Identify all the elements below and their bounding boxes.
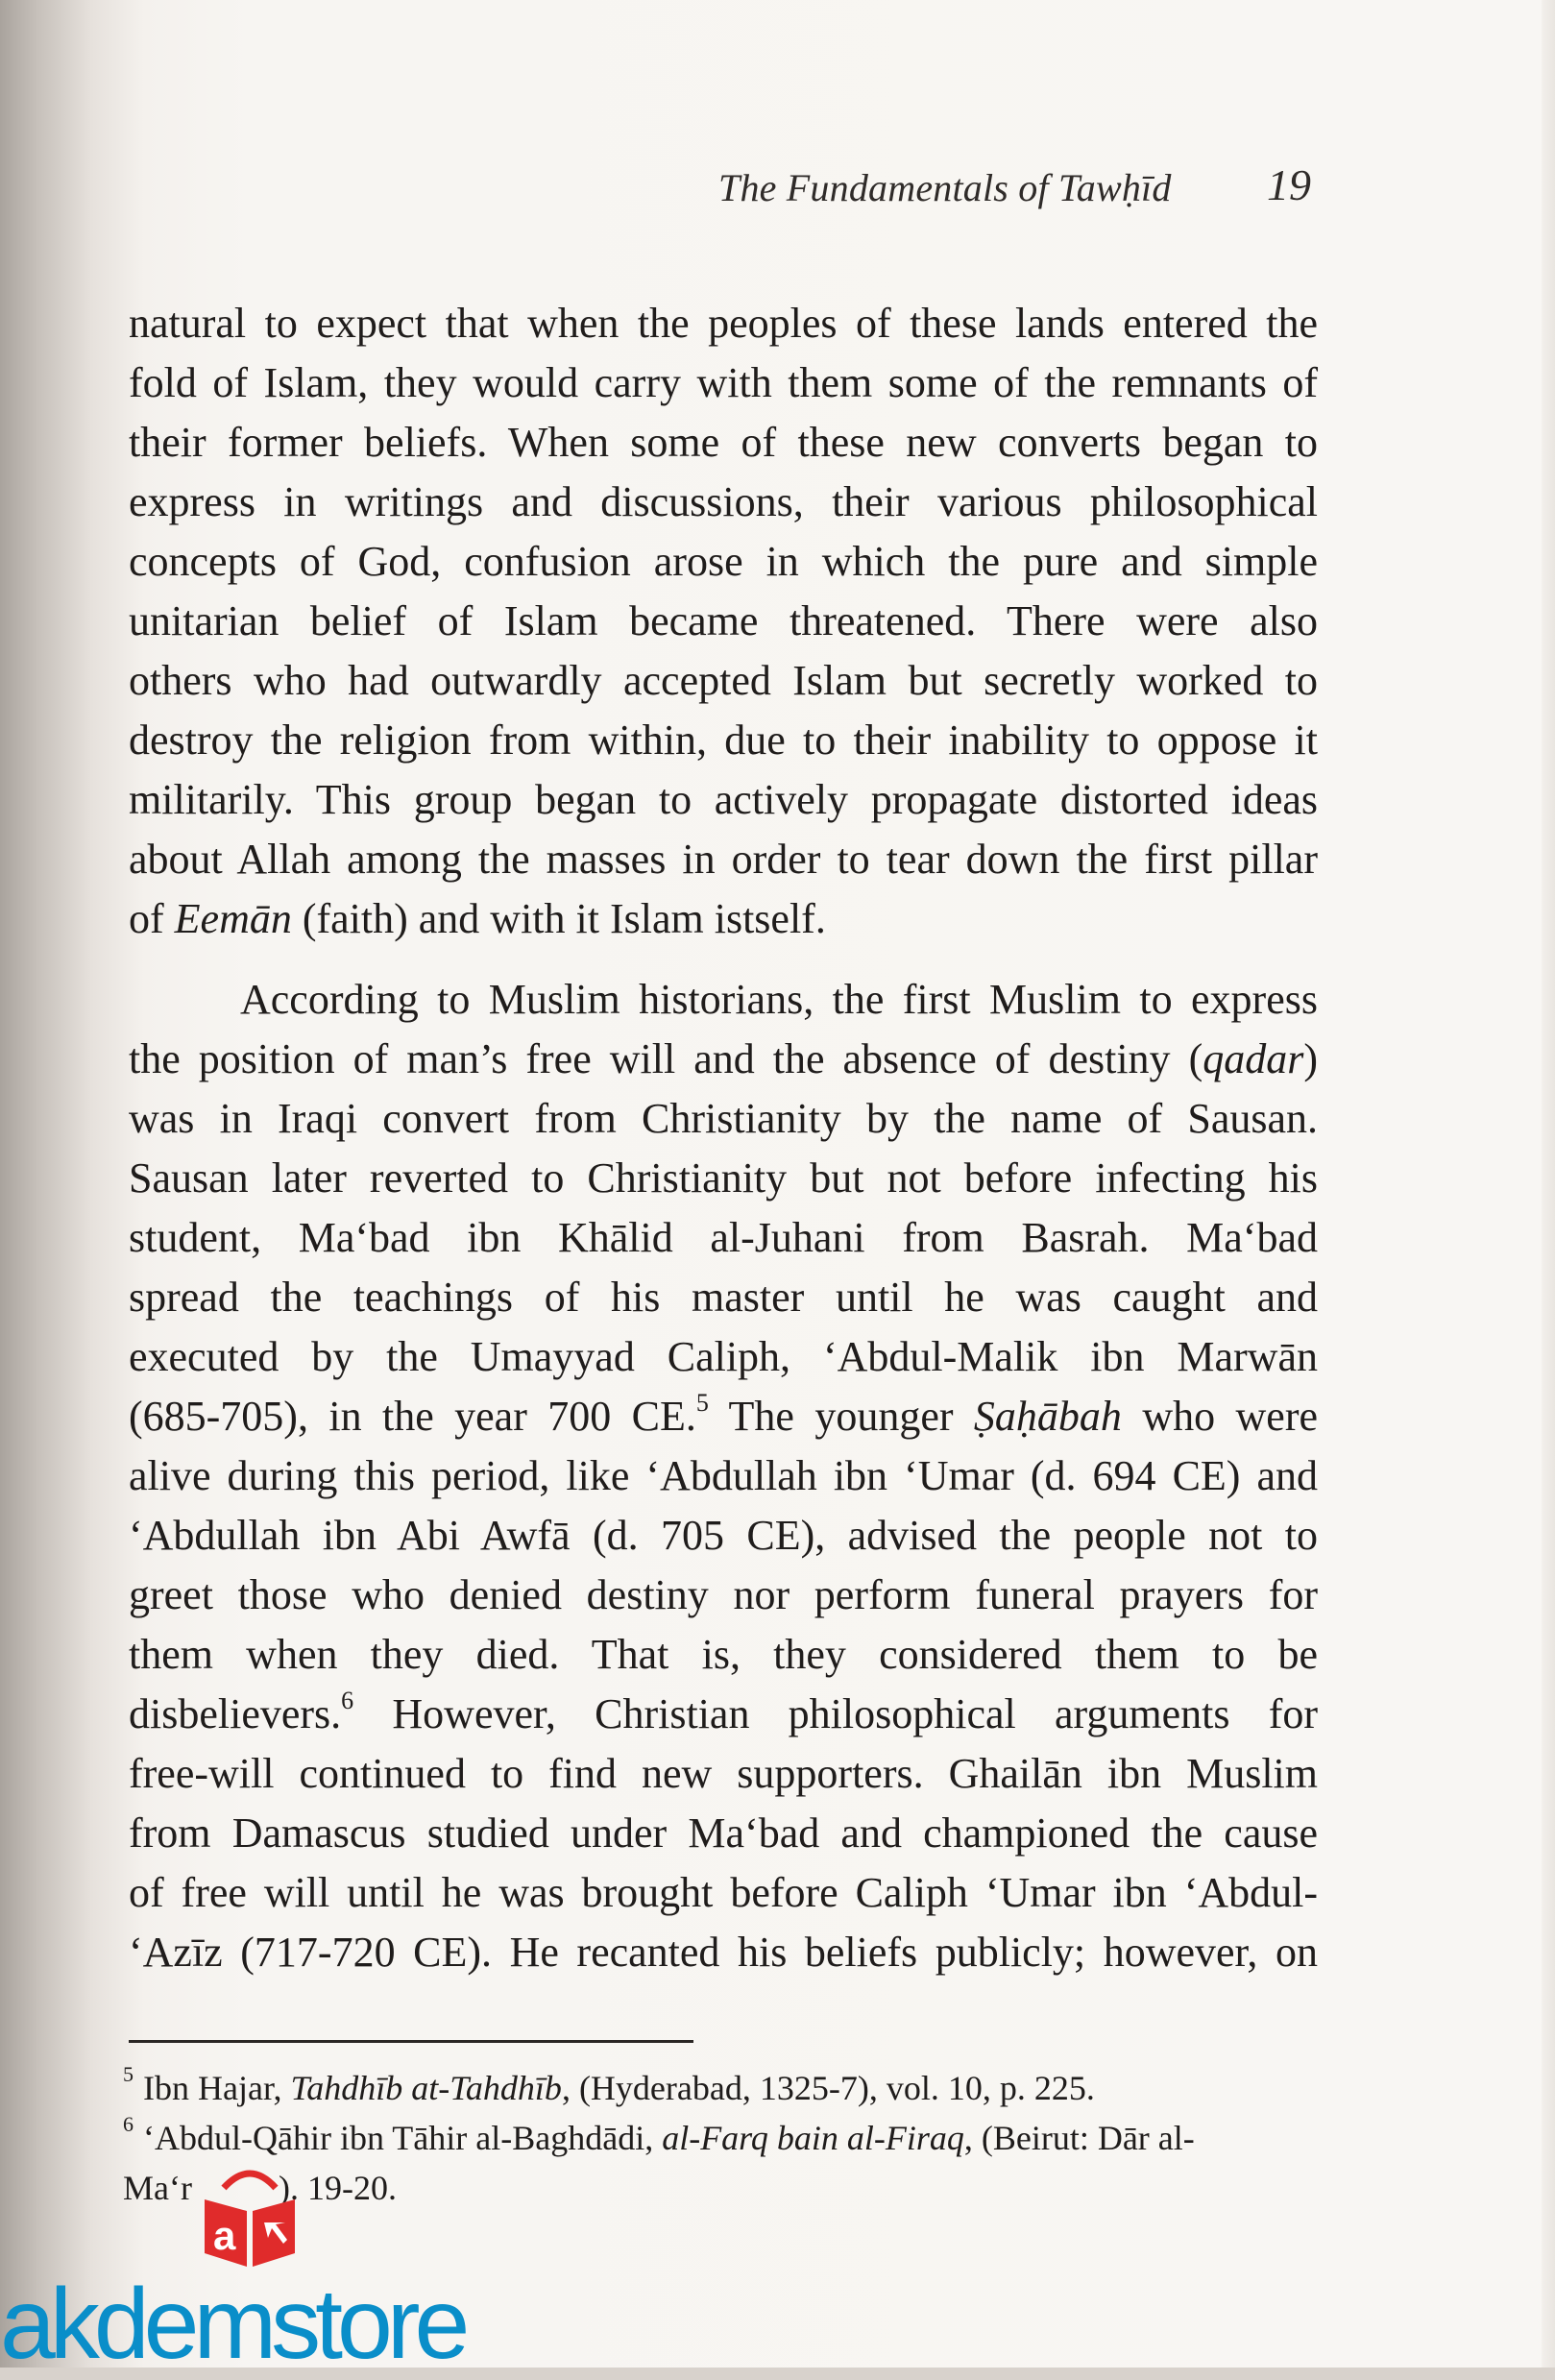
- italic-term: Eemān: [174, 895, 292, 942]
- text-line: militarily. This group began to actively propagate distorted ideas: [129, 776, 1318, 823]
- text-line: natural to expect that when the peoples of these lands entered the: [129, 300, 1318, 347]
- text-line: of free will until he was brought before Caliph ‘Umar ibn ‘Abdul-: [129, 1869, 1318, 1916]
- text-line: ‘Abdullah ibn Abi Awfā (d. 705 CE), advised the people not to: [129, 1512, 1318, 1559]
- text-run: ‘Abdul-Qāhir ibn Tāhir al-Baghdādi,: [143, 2119, 663, 2157]
- footnote-marker: 5: [123, 2062, 134, 2086]
- footnote-6-continued: Ma‘r ). 19-20.: [123, 2169, 397, 2207]
- body-text: [129, 294, 1318, 1982]
- italic-title: Tahdhīb at-Tahdhīb: [290, 2069, 562, 2107]
- text-run: who were: [1121, 1393, 1318, 1440]
- text-line: [129, 1387, 1318, 1446]
- text-line: their former beliefs. When some of these new converts began to: [129, 419, 1318, 466]
- text-run: , (Hyderabad, 1325-7), vol. 10, p. 225.: [561, 2069, 1095, 2107]
- store-watermark: [0, 2161, 538, 2380]
- italic-term: Ṣaḥābah: [973, 1393, 1122, 1440]
- footnote-marker: 6: [123, 2112, 134, 2136]
- text-run: However, Christian philosophical arguments for: [353, 1690, 1318, 1737]
- text-line: unitarian belief of Islam became threatened. There were also: [129, 597, 1318, 644]
- text-line: [129, 1030, 1318, 1089]
- text-line: concepts of God, confusion arose in which the pure and simple: [129, 538, 1318, 585]
- text-line: about Allah among the masses in order to tear down the first pillar: [129, 836, 1318, 883]
- text-line: greet those who denied destiny nor perform funeral prayers for: [129, 1571, 1318, 1618]
- text-line: from Damascus studied under Ma‘bad and championed the cause: [129, 1809, 1318, 1857]
- text-line: free-will continued to find new supporters. Ghailān ibn Muslim: [129, 1750, 1318, 1797]
- text-run: , (Beirut: Dār al-: [963, 2119, 1195, 2157]
- running-header: [711, 161, 1311, 219]
- open-book-icon: [197, 2167, 303, 2271]
- text-run: The younger: [708, 1393, 974, 1440]
- text-run: Ibn Hajar,: [143, 2069, 291, 2107]
- text-line: alive during this period, like ‘Abdullah ibn ‘Umar (d. 694 CE) and: [129, 1452, 1318, 1499]
- text-line: student, Ma‘bad ibn Khālid al-Juhani from Basrah. Ma‘bad: [129, 1214, 1318, 1261]
- text-run: the position of man’s free will and the absence of destiny (: [129, 1035, 1203, 1082]
- footnote-6: [123, 2113, 1318, 2163]
- text-line: fold of Islam, they would carry with them some of the remnants of: [129, 359, 1318, 406]
- text-line: Sausan later reverted to Christianity but not before infecting his: [129, 1154, 1318, 1202]
- text-run: disbelievers.: [129, 1690, 342, 1737]
- svg-text:a: a: [213, 2213, 236, 2258]
- text-line: ‘Azīz (717-720 CE). He recanted his beliefs publicly; however, on: [129, 1929, 1318, 1976]
- text-run: of: [129, 895, 175, 942]
- paragraph-gap: [129, 949, 1318, 970]
- text-line: was in Iraqi convert from Christianity by the name of Sausan.: [129, 1095, 1318, 1142]
- text-line: [129, 1685, 1318, 1744]
- text-line: them when they died. That is, they considered them to be: [129, 1631, 1318, 1678]
- footnote-divider: [129, 2040, 693, 2043]
- italic-term: qadar: [1203, 1035, 1304, 1082]
- footnote-5: [123, 2063, 1318, 2113]
- text-line: destroy the religion from within, due to their inability to oppose it: [129, 716, 1318, 764]
- text-line: [129, 889, 1318, 949]
- text-run: ): [1303, 1035, 1318, 1082]
- paragraph-1: [129, 294, 1318, 949]
- text-line: executed by the Umayyad Caliph, ‘Abdul-Malik ibn Marwān: [129, 1333, 1318, 1380]
- page-edge: [1542, 0, 1555, 2368]
- text-run: (faith) and with it Islam istself.: [291, 895, 826, 942]
- footnote-ref-5[interactable]: 5: [695, 1389, 709, 1418]
- text-line: spread the teachings of his master until he was caught and: [129, 1274, 1318, 1321]
- text-line: According to Muslim historians, the first Muslim to express: [240, 976, 1318, 1023]
- text-line: others who had outwardly accepted Islam but secretly worked to: [129, 657, 1318, 704]
- text-run: (685-705), in the year 700 CE.: [129, 1393, 696, 1440]
- text-line: express in writings and discussions, their various philosophical: [129, 478, 1318, 525]
- footnote-ref-6[interactable]: 6: [341, 1687, 354, 1715]
- brand-wordmark: akdemstore: [0, 2269, 465, 2380]
- italic-title: al-Farq bain al-Firaq: [662, 2119, 964, 2157]
- page-number: 19: [1267, 160, 1311, 209]
- running-title: The Fundamentals of Tawḥīd: [718, 166, 1172, 209]
- paragraph-2: [129, 970, 1318, 1982]
